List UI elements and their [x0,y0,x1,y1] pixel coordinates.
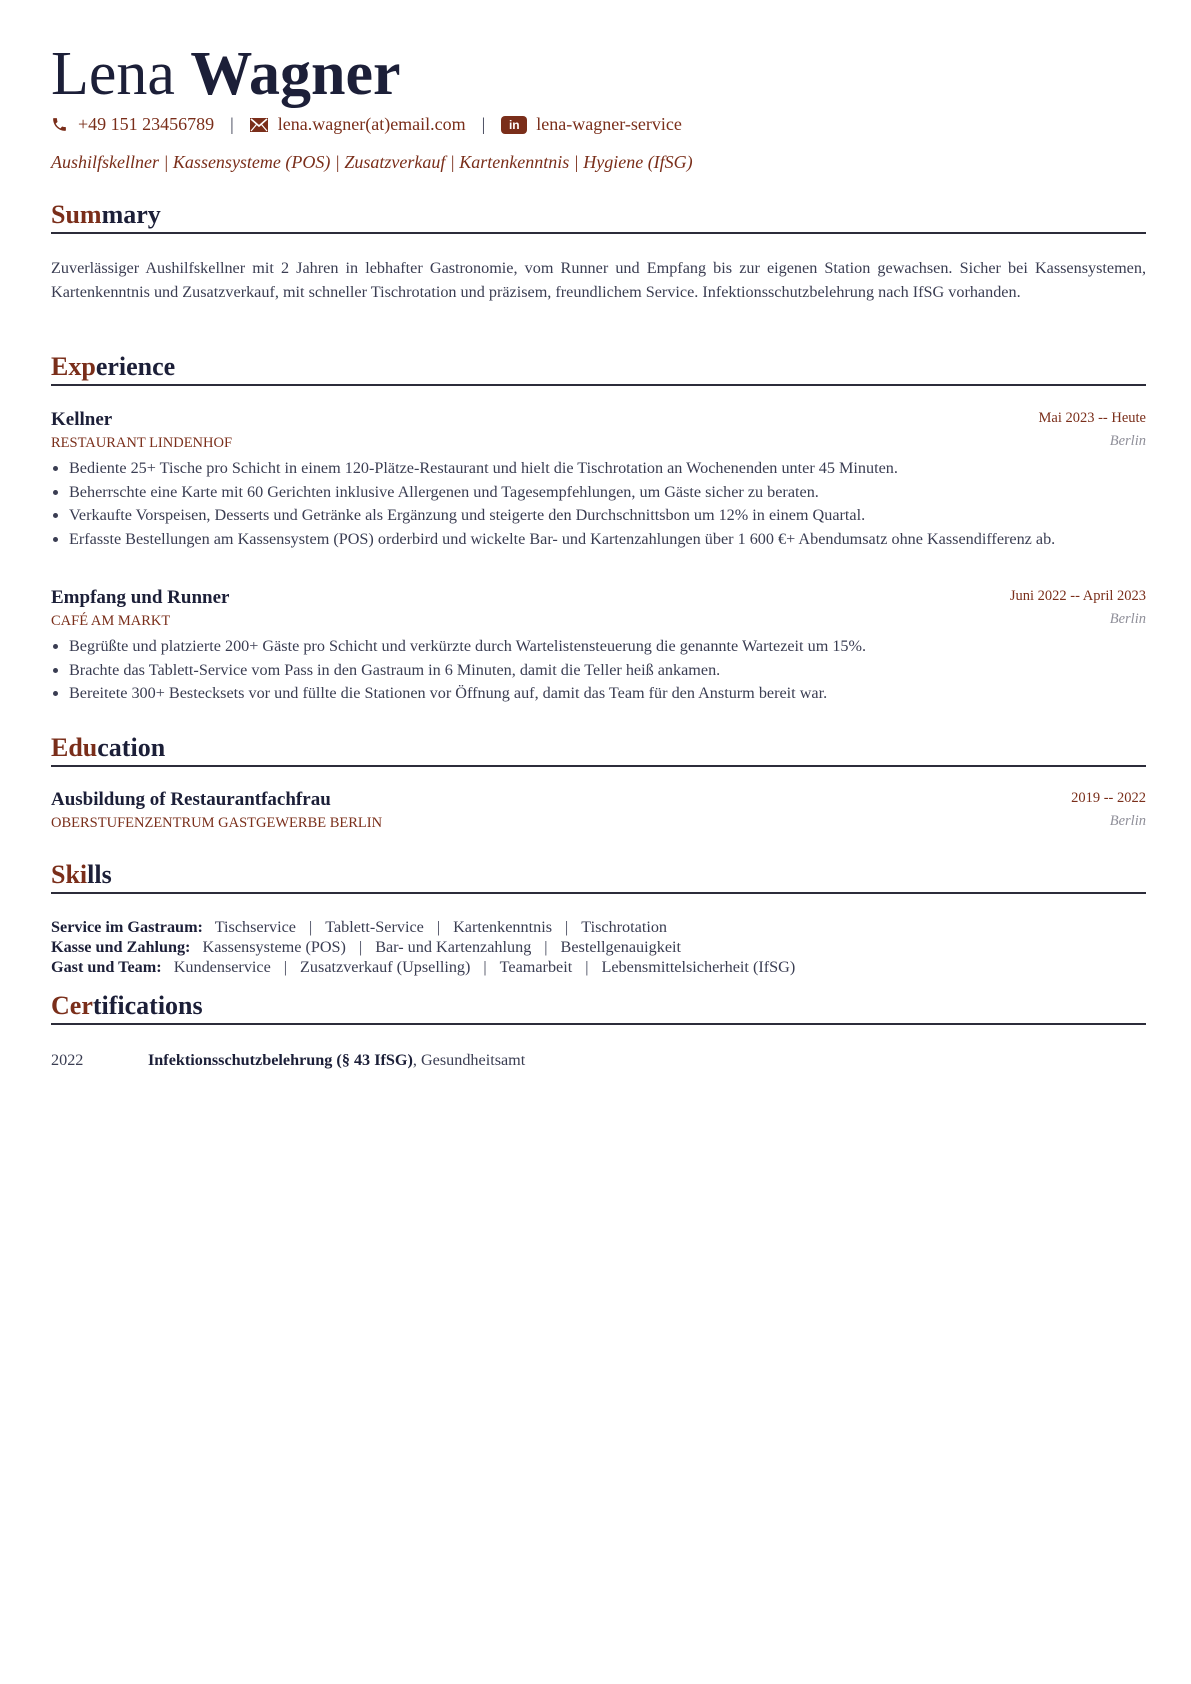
section-heading-certifications [51,991,1146,1025]
skill-separator: | [585,958,589,976]
heading-accent: Sum [51,200,102,229]
contact-line [51,114,682,135]
phone-number: +49 151 23456789 [78,114,215,134]
last-name: Wagner [190,40,401,108]
experience-entry [51,586,1146,706]
skill-item: Kundenservice [173,958,271,976]
skill-separator: | [565,918,569,936]
skill-separator: | [358,938,363,956]
job-location: Berlin [1109,433,1146,449]
skill-category: Kasse und Zahlung: [51,938,191,956]
employer: CAFÉ AM MARKT [51,613,171,629]
skill-item: Tischrotation [581,918,668,936]
skill-separator: | [283,958,288,976]
email-address: lena.wagner(at)email.com [277,114,466,134]
job-bullets [51,635,1146,706]
certification-name: Infektionsschutzbelehrung (§ 43 IfSG) [148,1051,413,1069]
skill-item: Tischservice [214,918,296,936]
skill-row [51,917,1146,937]
candidate-name [51,34,401,114]
phone-icon [51,116,78,133]
heading-accent: Edu [51,733,98,762]
skill-category: Gast und Team: [51,958,162,976]
heading-rest: mary [101,200,161,229]
linkedin-icon: in [501,116,527,134]
heading-rest: cation [97,733,166,762]
summary-text: Zuverlässiger Aushilfskellner mit 2 Jahren in lebhafter Gastronomie, vom Runner und Empfang bis zur eigenen Station gewachsen. Sicher bei Kassensystemen, Kartenkenntnis und Zusatzverkauf, mit schneller Tischrotation und präzisem, freundlichem Service. Infektionsschutzbelehrung nach IfSG vorhanden. [51,259,1146,301]
section-heading-education [51,733,1146,767]
list-item: • Bereitete 300+ Bestecksets vor und füllte die Stationen vor Öffnung auf, damit das Team für den Ansturm bereit war. [69,682,1146,706]
job-location: Berlin [1109,611,1146,627]
linkedin-contact[interactable] [501,114,682,135]
skill-separator: | [544,938,548,956]
heading-rest: erience [95,352,176,381]
contact-separator: | [230,114,234,134]
contact-separator: | [481,114,486,134]
list-item: • Brachte das Tablett-Service vom Pass in den Gastraum in 6 Minuten, damit die Teller heiß ankamen. [69,659,1146,683]
skill-row [51,957,1146,977]
heading-accent: Exp [51,352,96,381]
job-title: Empfang und Runner [51,587,230,608]
job-title: Kellner [51,409,113,430]
skill-item: Bestellgenauigkeit [560,938,682,956]
list-item: • Beherrschte eine Karte mit 60 Gerichten inklusive Allergenen und Tagesempfehlungen, um Gäste sicher zu beraten. [69,481,1146,505]
degree-title: Ausbildung of Restaurantfachfrau [51,789,331,810]
school: OBERSTUFENZENTRUM GASTGEWERBE BERLIN [51,815,383,831]
job-date: Mai 2023 -- Heute [1038,410,1146,426]
skill-separator: | [483,958,487,976]
phone-contact[interactable] [51,114,214,135]
employer: RESTAURANT LINDENHOF [51,435,233,451]
skill-separator: | [308,918,313,936]
job-date: Juni 2022 -- April 2023 [1009,588,1146,604]
linkedin-handle: lena-wagner-service [536,114,682,134]
skill-item: Tablett-Service [325,918,424,936]
heading-rest: tifications [92,991,203,1020]
education-date: 2019 -- 2022 [1071,790,1146,806]
skills-list [51,917,1146,977]
experience-entry [51,408,1146,551]
list-item: • Bediente 25+ Tische pro Schicht in einem 120-Plätze-Restaurant und hielt die Tischrotation an Wochenenden unter 45 Minuten. [69,457,1146,481]
education-entry [51,788,1146,834]
education-location: Berlin [1109,813,1146,829]
heading-rest: lls [87,860,112,889]
skill-item: Kassensysteme (POS) [202,938,346,956]
heading-accent: Ski [51,860,88,889]
tagline: Aushilfskellner | Kassensysteme (POS) | Zusatzverkauf | Kartenkenntnis | Hygiene (IfSG) [51,152,693,172]
skill-item: Lebensmittelsicherheit (IfSG) [601,958,796,976]
certification-year: 2022 [51,1051,84,1069]
skill-separator: | [436,918,441,936]
skill-item: Teamarbeit [499,958,573,976]
list-item: • Erfasste Bestellungen am Kassensystem (POS) orderbird und wickelte Bar- und Kartenzahlungen über 1 600 €+ Abendumsatz ohne Kassendifferenz ab. [69,528,1146,552]
skill-row [51,937,1146,957]
certification-entry [51,1051,525,1070]
heading-accent: Cer [51,991,93,1020]
section-heading-skills [51,860,1146,894]
skill-item: Zusatzverkauf (Upselling) [300,958,471,976]
job-bullets [51,457,1146,551]
first-name: Lena [51,40,175,108]
section-heading-summary [51,200,1146,234]
skill-item: Kartenkenntnis [453,918,553,936]
certification-issuer: , Gesundheitsamt [412,1051,526,1069]
section-heading-experience [51,352,1146,386]
list-item: • Verkaufte Vorspeisen, Desserts und Getränke als Ergänzung und steigerte den Durchschnittsbon um 12% in einem Quartal. [69,504,1146,528]
skill-item: Bar- und Kartenzahlung [375,938,532,956]
email-contact[interactable] [250,114,466,135]
list-item: • Begrüßte und platzierte 200+ Gäste pro Schicht und verkürzte durch Wartelistensteuerung die genannte Wartezeit um 15%. [69,635,1146,659]
envelope-icon [250,118,278,132]
skill-category: Service im Gastraum: [51,918,203,936]
